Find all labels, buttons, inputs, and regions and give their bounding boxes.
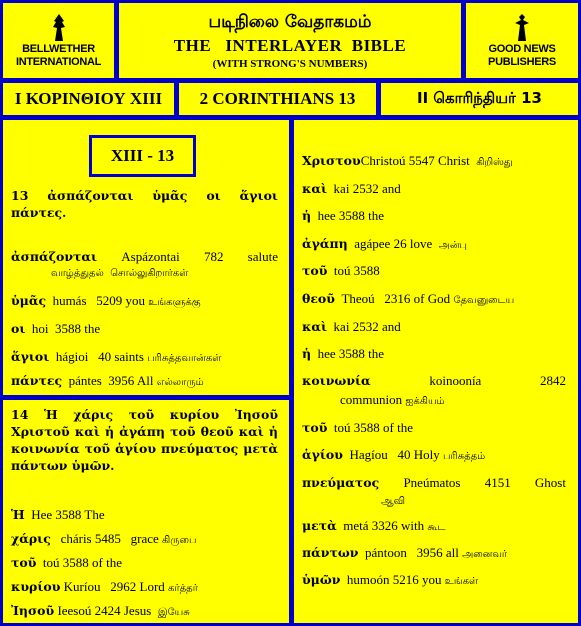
entry-charis: χάρις cháris 5485 grace கிருபை bbox=[11, 531, 197, 546]
ref-tamil: II கொரிந்தியர் 13 bbox=[378, 80, 581, 118]
right-content bbox=[302, 153, 566, 618]
left-top-content bbox=[11, 188, 278, 388]
entry-hoi: οι hoi 3588 the bbox=[11, 321, 101, 336]
left-logo-line2: INTERNATIONAL bbox=[15, 55, 102, 68]
verse-14-line2: Χριστοῦ καὶ ἡ ἀγάπη τοῦ θεοῦ καὶ ἡ bbox=[11, 424, 278, 439]
entry-ieesou: Ἰησοῦ Ieesoú 2424 Jesus இயேசு bbox=[11, 603, 190, 618]
entry-pneumatos: πνεύματος Pneúmatos 4151 Ghost bbox=[302, 475, 566, 490]
entry-tou-2: τοῦ toú 3588 of the bbox=[302, 420, 414, 435]
entry-koinoonia-gloss: communion ஐக்கியம் bbox=[340, 392, 445, 407]
entry-kuriou: κυρίου Kuríou 2962 Lord கர்த்தர் bbox=[11, 579, 198, 594]
entry-humoon: ὑμῶν humoón 5216 you உங்கள் bbox=[302, 572, 479, 587]
entry-hee-1: ἡ hee 3588 the bbox=[302, 208, 385, 223]
verse-14-line3: κοινωνία τοῦ ἁγίου πνεύματος μετὰ bbox=[11, 441, 278, 456]
right-logo-line1: GOOD NEWS bbox=[488, 42, 556, 55]
entry-meta: μετὰ metá 3326 with கூட bbox=[302, 518, 446, 533]
entry-kai-2: καὶ kai 2532 and bbox=[302, 319, 401, 334]
entry-tou-1: τοῦ toú 3588 bbox=[302, 263, 380, 278]
entry-hagioi: ἅγιοι hágioi 40 saints பரிசுத்தவான்கள் bbox=[11, 349, 222, 364]
entry-agapee: ἀγάπη agápee 26 love அன்பு bbox=[302, 236, 467, 251]
ref-greek: I ΚΟΡΙΝΘΙΟΥ XIII bbox=[0, 80, 177, 118]
good-news-figure-icon bbox=[511, 13, 533, 43]
entry-hagiou: ἁγίου Hagíou 40 Holy பரிசுத்தம் bbox=[302, 447, 486, 462]
entry-pantes: πάντες pántes 3956 All எல்லாரும் bbox=[11, 373, 204, 388]
chapter-label: XIII - 13 bbox=[89, 135, 196, 177]
entry-pneumatos-tamil: ஆவி bbox=[381, 496, 406, 507]
title-english: THE INTERLAYER BIBLE bbox=[173, 35, 407, 55]
title-block bbox=[116, 0, 464, 81]
verse-14-line4: πάντων ὑμῶν. bbox=[11, 458, 115, 473]
entry-christou: ΧριστουChristoú 5547 Christ கிறிஸ்து bbox=[302, 153, 513, 168]
entry-theou: θεοῦ Theoú 2316 of God தேவனுடைய bbox=[302, 291, 515, 306]
title-subtitle: (WITH STRONG'S NUMBERS) bbox=[212, 57, 368, 70]
good-news-logo bbox=[463, 0, 581, 81]
left-logo-line1: BELLWETHER bbox=[22, 42, 95, 55]
entry-pantoon: πάντων pántoon 3956 all அனைவர் bbox=[302, 545, 508, 560]
entry-kai-1: καὶ kai 2532 and bbox=[302, 181, 401, 196]
verse-14-line1: 14 Ἡ χάρις τοῦ κυρίου Ἰησοῦ bbox=[11, 407, 278, 422]
left-bottom-content bbox=[11, 407, 278, 622]
title-tamil: படிநிலை வேதாகமம் bbox=[208, 11, 372, 32]
bellwether-logo bbox=[0, 0, 117, 81]
entry-humas: ὑμᾶς humás 5209 you உங்களுக்கு bbox=[11, 293, 201, 308]
ref-english: 2 CORINTHIANS 13 bbox=[176, 80, 379, 118]
bellwether-ram-icon bbox=[48, 13, 70, 43]
entry-aspazontai-tamil: வாழ்த்துதல் சொல்லுகிறார்கள் bbox=[51, 268, 189, 279]
verse-13-line2: πάντες. bbox=[11, 205, 67, 220]
entry-hee: Ἡ Hee 3588 The bbox=[11, 507, 105, 522]
entry-aspazontai: ἀσπάζονται Aspázontai 782 salute bbox=[11, 249, 278, 264]
entry-koinoonia: κοινωνία koinoonía 2842 bbox=[302, 373, 566, 388]
verse-13-line1: 13 ἀσπάζονται ὑμᾶς οι ἅγιοι bbox=[11, 188, 278, 203]
entry-tou: τοῦ toú 3588 of the bbox=[11, 555, 123, 570]
right-logo-line2: PUBLISHERS bbox=[488, 55, 556, 68]
entry-hee-2: ἡ hee 3588 the bbox=[302, 346, 385, 361]
